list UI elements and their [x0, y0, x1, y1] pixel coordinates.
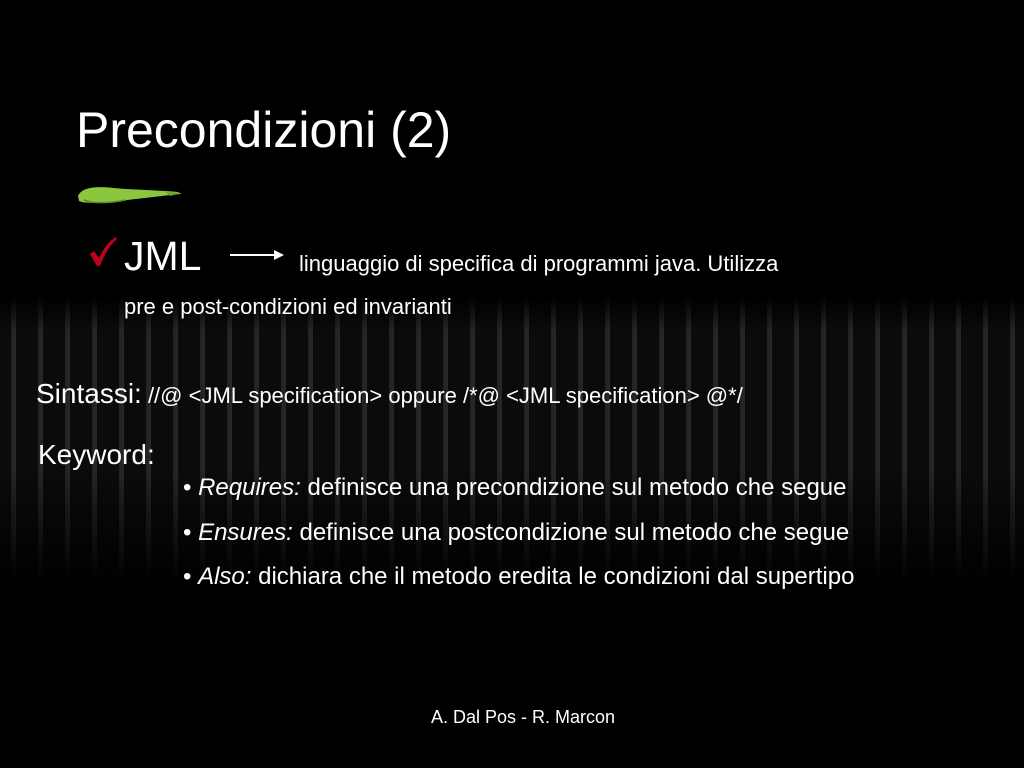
syntax-line: [36, 376, 743, 414]
syntax-label: Sintassi:: [36, 378, 142, 409]
keyword-description: dichiara che il metodo eredita le condizioni dal supertipo: [251, 563, 855, 590]
bullet-marker: •: [183, 563, 199, 590]
keyword-description: definisce una precondizione sul metodo che segue: [300, 474, 847, 501]
keyword-description: definisce una postcondizione sul metodo che segue: [292, 519, 850, 546]
slide-title: Precondizioni (2): [76, 102, 452, 158]
keyword-item-requires: [183, 473, 847, 503]
bullet-marker: •: [183, 474, 199, 501]
syntax-value: //@ <JML specification> oppure /*@ <JML specification> @*/: [141, 383, 743, 408]
jml-description-line2: pre e post-condizioni ed invarianti: [124, 294, 452, 319]
jml-description-line1: linguaggio di specifica di programmi java. Utilizza: [299, 251, 779, 276]
keyword-item-also: [183, 562, 854, 592]
slide-footer: A. Dal Pos - R. Marcon: [430, 707, 616, 727]
keyword-item-ensures: [183, 518, 849, 548]
brush-stroke-icon: [74, 182, 184, 208]
bullet-marker: •: [183, 519, 199, 546]
keyword-term: Ensures:: [198, 519, 293, 546]
keyword-term: Also:: [198, 563, 252, 590]
arrow-right-icon: [230, 248, 284, 262]
check-icon: [88, 236, 118, 268]
keyword-term: Requires:: [198, 474, 301, 501]
keyword-label: Keyword:: [38, 439, 155, 470]
jml-term: JML: [124, 233, 202, 279]
